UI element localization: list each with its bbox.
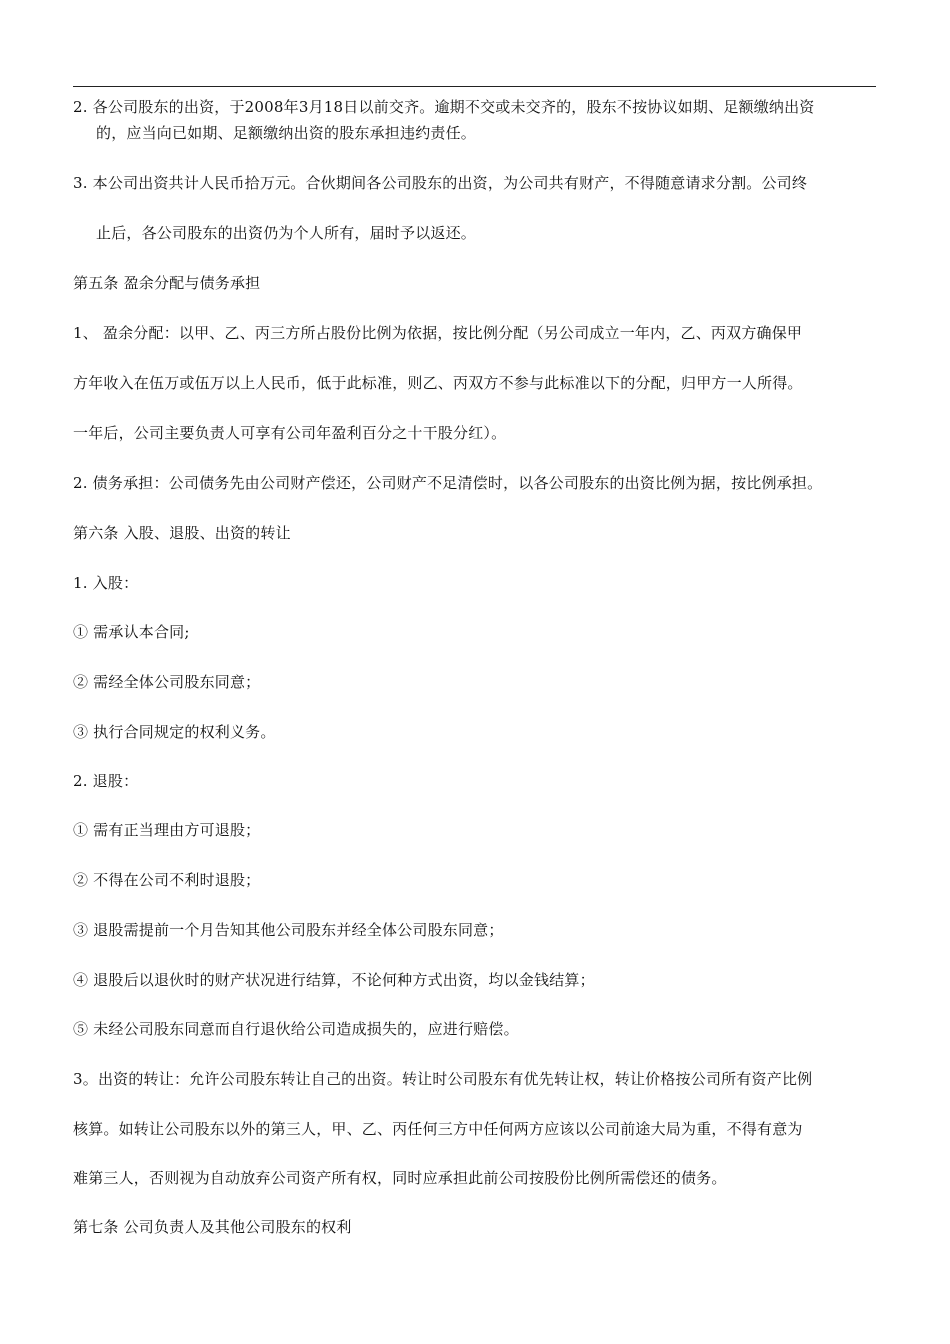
article-5-heading: 第五条 盈余分配与债务承担	[73, 274, 261, 292]
transfer-line-2: 核算。如转让公司股东以外的第三人，甲、乙、丙任何三方中任何两方应该以公司前途大局为重，不得有意为	[73, 1120, 803, 1138]
clause-2-line-2: 的，应当向已如期、足额缴纳出资的股东承担违约责任。	[96, 124, 477, 142]
withdrawal-heading: 2. 退股：	[73, 772, 139, 790]
joining-item-2: ② 需经全体公司股东同意；	[73, 673, 261, 691]
transfer-line-1: 3。出资的转让：允许公司股东转让自己的出资。转让时公司股东有优先转让权，转让价格按公司所有资产比例	[73, 1070, 813, 1088]
article-7-heading: 第七条 公司负责人及其他公司股东的权利	[73, 1218, 352, 1236]
withdrawal-item-1: ① 需有正当理由方可退股；	[73, 821, 261, 839]
joining-item-3: ③ 执行合同规定的权利义务。	[73, 723, 276, 741]
withdrawal-item-5: ⑤ 未经公司股东同意而自行退伙给公司造成损失的，应进行赔偿。	[73, 1020, 519, 1038]
joining-heading: 1. 入股：	[73, 574, 139, 592]
clause-3-line-1: 3. 本公司出资共计人民币拾万元。合伙期间各公司股东的出资，为公司共有财产，不得随意请求分割。公司终	[73, 174, 808, 192]
debt-bearing-line: 2. 债务承担：公司债务先由公司财产偿还，公司财产不足清偿时，以各公司股东的出资比例为据，按比例承担。	[73, 474, 823, 492]
profit-distribution-line-1: 1、 盈余分配：以甲、乙、丙三方所占股份比例为依据，按比例分配（另公司成立一年内，乙、丙双方确保甲	[73, 324, 803, 342]
profit-distribution-line-3: 一年后，公司主要负责人可享有公司年盈利百分之十干股分红）。	[73, 424, 507, 442]
header-rule	[73, 86, 876, 87]
withdrawal-item-3: ③ 退股需提前一个月告知其他公司股东并经全体公司股东同意；	[73, 921, 504, 939]
joining-item-1: ① 需承认本合同;	[73, 623, 190, 641]
article-6-heading: 第六条 入股、退股、出资的转让	[73, 524, 291, 542]
clause-3-line-2: 止后，各公司股东的出资仍为个人所有，届时予以返还。	[96, 224, 477, 242]
transfer-line-3: 难第三人，否则视为自动放弃公司资产所有权，同时应承担此前公司按股份比例所需偿还的债务。	[73, 1169, 727, 1187]
withdrawal-item-2: ② 不得在公司不利时退股；	[73, 871, 261, 889]
profit-distribution-line-2: 方年收入在伍万或伍万以上人民币，低于此标准，则乙、丙双方不参与此标准以下的分配，归甲方一人所得。	[73, 374, 803, 392]
withdrawal-item-4: ④ 退股后以退伙时的财产状况进行结算，不论何种方式出资，均以金钱结算；	[73, 971, 595, 989]
clause-2-line-1: 2. 各公司股东的出资，于2008年3月18日以前交齐。逾期不交或未交齐的，股东不按协议如期、足额缴纳出资	[73, 98, 815, 116]
